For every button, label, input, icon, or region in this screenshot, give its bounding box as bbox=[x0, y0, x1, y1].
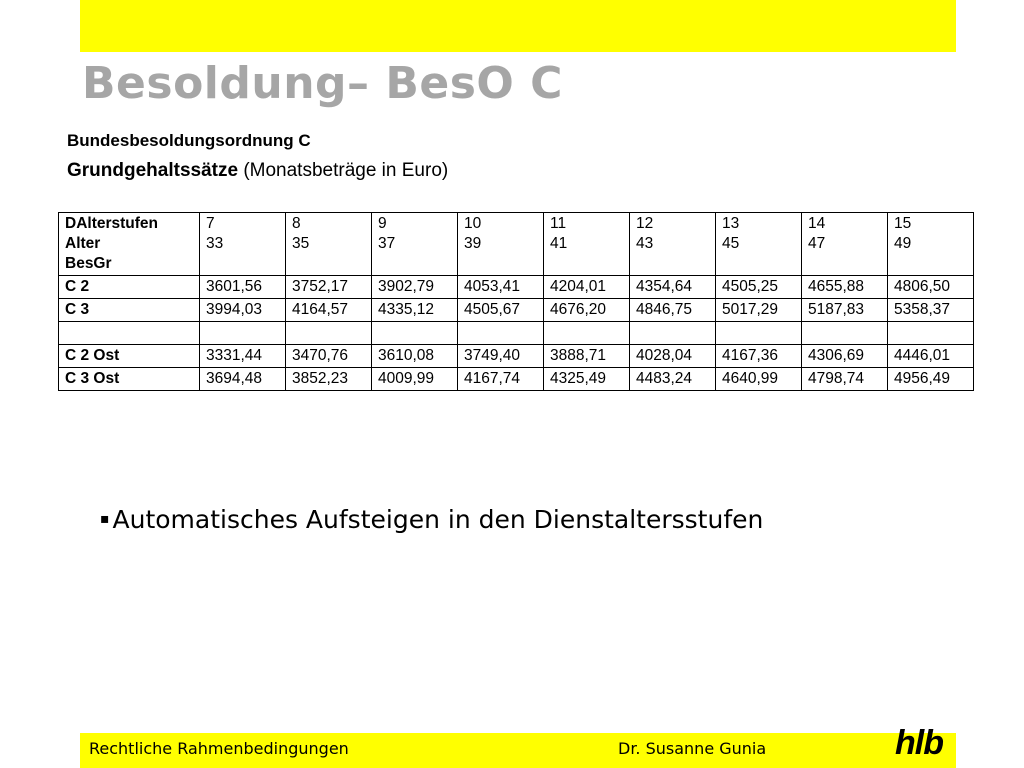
table-header-row bbox=[59, 213, 974, 276]
salary-cell: 3601,56 bbox=[200, 276, 286, 299]
age-value: 39 bbox=[464, 235, 482, 252]
salary-cell: 4505,25 bbox=[716, 276, 802, 299]
salary-cell: 4798,74 bbox=[802, 368, 888, 391]
salary-cell: 3610,08 bbox=[372, 345, 458, 368]
salary-cell: 3470,76 bbox=[286, 345, 372, 368]
salary-cell: 4354,64 bbox=[630, 276, 716, 299]
header-cell bbox=[888, 213, 974, 276]
salary-cell bbox=[544, 322, 630, 345]
age-value: 41 bbox=[550, 235, 568, 252]
stage-value: 11 bbox=[550, 215, 567, 232]
stage-value: 8 bbox=[292, 215, 301, 232]
salary-cell: 3852,23 bbox=[286, 368, 372, 391]
stage-value: 9 bbox=[378, 215, 387, 232]
row-label-cell: C 3 bbox=[59, 299, 200, 322]
table-heading: Bundesbesoldungsordnung C bbox=[67, 131, 311, 150]
row-label-cell bbox=[59, 322, 200, 345]
salary-cell: 4956,49 bbox=[888, 368, 974, 391]
salary-table bbox=[58, 212, 974, 391]
header-label-age: Alter bbox=[65, 235, 101, 252]
salary-cell bbox=[200, 322, 286, 345]
age-value: 49 bbox=[894, 235, 912, 252]
salary-cell: 4167,36 bbox=[716, 345, 802, 368]
header-cell bbox=[372, 213, 458, 276]
header-cell bbox=[630, 213, 716, 276]
salary-cell: 4306,69 bbox=[802, 345, 888, 368]
stage-value: 7 bbox=[206, 215, 215, 232]
footer-author: Dr. Susanne Gunia bbox=[618, 739, 767, 758]
salary-cell bbox=[888, 322, 974, 345]
salary-cell: 4806,50 bbox=[888, 276, 974, 299]
age-value: 45 bbox=[722, 235, 740, 252]
age-value: 37 bbox=[378, 235, 396, 252]
header-label-stages: DAlterstufen bbox=[65, 215, 159, 232]
salary-cell: 3752,17 bbox=[286, 276, 372, 299]
subheading-bold: Grundgehaltssätze bbox=[67, 160, 239, 181]
salary-cell: 3902,79 bbox=[372, 276, 458, 299]
table-subheading bbox=[67, 160, 448, 182]
header-cell bbox=[544, 213, 630, 276]
age-value: 35 bbox=[292, 235, 310, 252]
salary-cell bbox=[716, 322, 802, 345]
salary-cell bbox=[286, 322, 372, 345]
salary-cell: 4640,99 bbox=[716, 368, 802, 391]
table-row bbox=[59, 276, 974, 299]
salary-cell bbox=[372, 322, 458, 345]
header-cell bbox=[802, 213, 888, 276]
salary-cell: 4655,88 bbox=[802, 276, 888, 299]
stage-value: 10 bbox=[464, 215, 482, 232]
salary-cell: 4164,57 bbox=[286, 299, 372, 322]
bullet-marker-icon: ▪ bbox=[100, 511, 110, 527]
salary-cell: 4335,12 bbox=[372, 299, 458, 322]
salary-cell: 5017,29 bbox=[716, 299, 802, 322]
salary-cell: 4446,01 bbox=[888, 345, 974, 368]
bullet-text: Automatisches Aufsteigen in den Dienstaltersstufen bbox=[112, 505, 764, 534]
salary-cell bbox=[630, 322, 716, 345]
age-value: 47 bbox=[808, 235, 826, 252]
salary-cell: 3331,44 bbox=[200, 345, 286, 368]
table-row bbox=[59, 322, 974, 345]
header-cell bbox=[458, 213, 544, 276]
salary-cell: 3694,48 bbox=[200, 368, 286, 391]
slide-title: Besoldung– BesO C bbox=[82, 58, 563, 109]
age-value: 33 bbox=[206, 235, 224, 252]
salary-cell: 4325,49 bbox=[544, 368, 630, 391]
table-row bbox=[59, 345, 974, 368]
salary-cell: 4028,04 bbox=[630, 345, 716, 368]
salary-cell: 4676,20 bbox=[544, 299, 630, 322]
stage-value: 15 bbox=[894, 215, 912, 232]
salary-cell: 3994,03 bbox=[200, 299, 286, 322]
salary-cell: 4009,99 bbox=[372, 368, 458, 391]
table-row bbox=[59, 368, 974, 391]
top-accent-bar bbox=[80, 0, 956, 52]
salary-cell: 4204,01 bbox=[544, 276, 630, 299]
subheading-rest: (Monatsbeträge in Euro) bbox=[238, 160, 449, 181]
salary-cell: 3749,40 bbox=[458, 345, 544, 368]
age-value: 43 bbox=[636, 235, 654, 252]
header-label-grade: BesGr bbox=[65, 255, 112, 272]
salary-cell: 4505,67 bbox=[458, 299, 544, 322]
row-label-cell: C 2 Ost bbox=[59, 345, 200, 368]
salary-cell: 5358,37 bbox=[888, 299, 974, 322]
hlb-logo: hlb bbox=[895, 724, 943, 762]
salary-cell bbox=[802, 322, 888, 345]
bullet-point bbox=[100, 505, 763, 534]
salary-cell bbox=[458, 322, 544, 345]
header-label-cell bbox=[59, 213, 200, 276]
salary-cell: 4846,75 bbox=[630, 299, 716, 322]
header-cell bbox=[716, 213, 802, 276]
row-label-cell: C 3 Ost bbox=[59, 368, 200, 391]
stage-value: 12 bbox=[636, 215, 654, 232]
salary-cell: 3888,71 bbox=[544, 345, 630, 368]
stage-value: 14 bbox=[808, 215, 826, 232]
row-label-cell: C 2 bbox=[59, 276, 200, 299]
salary-cell: 4167,74 bbox=[458, 368, 544, 391]
salary-cell: 4483,24 bbox=[630, 368, 716, 391]
footer-topic: Rechtliche Rahmenbedingungen bbox=[89, 739, 349, 758]
salary-cell: 5187,83 bbox=[802, 299, 888, 322]
salary-cell: 4053,41 bbox=[458, 276, 544, 299]
header-cell bbox=[200, 213, 286, 276]
header-cell bbox=[286, 213, 372, 276]
stage-value: 13 bbox=[722, 215, 740, 232]
table-row bbox=[59, 299, 974, 322]
